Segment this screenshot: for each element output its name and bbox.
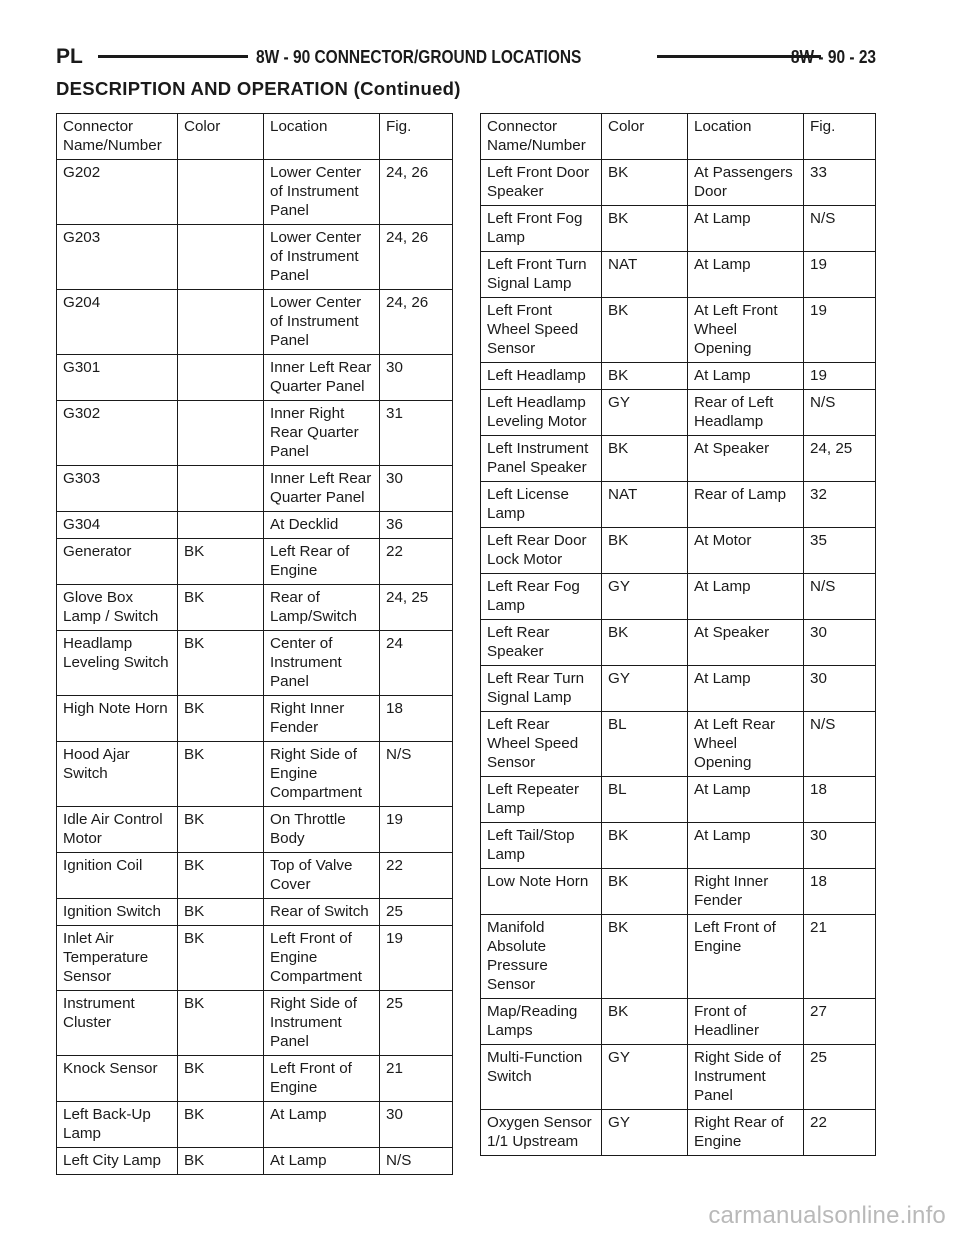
connector-name-cell: Left Tail/Stop Lamp (481, 823, 602, 869)
section-code: PL (56, 45, 83, 68)
color-cell: BK (178, 926, 264, 991)
fig-cell: 32 (804, 482, 876, 528)
connector-name-cell: Inlet Air Temperature Sensor (57, 926, 178, 991)
connector-name-cell: Map/Reading Lamps (481, 999, 602, 1045)
connector-name-cell: Multi-Function Switch (481, 1045, 602, 1110)
connector-name-cell: Left Repeater Lamp (481, 777, 602, 823)
table-row (481, 363, 876, 390)
location-cell: Left Front of Engine (264, 1056, 380, 1102)
column-header: Location (264, 114, 380, 160)
table-row (481, 528, 876, 574)
column-header: Location (688, 114, 804, 160)
table-row (57, 355, 453, 401)
connector-name-cell: Left Rear Speaker (481, 620, 602, 666)
table-row (481, 436, 876, 482)
location-cell: At Decklid (264, 512, 380, 539)
connector-name-cell: G204 (57, 290, 178, 355)
table-row (57, 1148, 453, 1175)
table-row (481, 252, 876, 298)
table-row (481, 482, 876, 528)
column-header: Fig. (804, 114, 876, 160)
location-cell: Left Front of Engine Compartment (264, 926, 380, 991)
connector-name-cell: Generator (57, 539, 178, 585)
fig-cell: 30 (804, 666, 876, 712)
connector-table-left (56, 113, 453, 1175)
color-cell: BK (602, 915, 688, 999)
fig-cell: 19 (380, 807, 453, 853)
section-title: DESCRIPTION AND OPERATION (Continued) (56, 78, 461, 99)
table-row (57, 585, 453, 631)
table-row (57, 225, 453, 290)
fig-cell: 33 (804, 160, 876, 206)
color-cell: GY (602, 1110, 688, 1156)
connector-name-cell: Oxygen Sensor 1/1 Upstream (481, 1110, 602, 1156)
fig-cell: N/S (804, 574, 876, 620)
table-row (57, 539, 453, 585)
table-row (57, 1102, 453, 1148)
fig-cell: 19 (804, 252, 876, 298)
table-row (57, 807, 453, 853)
fig-cell: 30 (380, 1102, 453, 1148)
color-cell: GY (602, 574, 688, 620)
table-row (57, 401, 453, 466)
connector-name-cell: Manifold Absolute Pressure Sensor (481, 915, 602, 999)
connector-name-cell: Left Headlamp Leveling Motor (481, 390, 602, 436)
table-row (57, 926, 453, 991)
table-row (481, 712, 876, 777)
location-cell: At Lamp (688, 574, 804, 620)
table-row (57, 1056, 453, 1102)
connector-name-cell: Hood Ajar Switch (57, 742, 178, 807)
location-cell: Lower Center of Instrument Panel (264, 225, 380, 290)
color-cell: BK (178, 696, 264, 742)
connector-name-cell: Low Note Horn (481, 869, 602, 915)
color-cell: BK (178, 807, 264, 853)
fig-cell: 25 (380, 899, 453, 926)
connector-name-cell: Left Rear Turn Signal Lamp (481, 666, 602, 712)
table-row (57, 696, 453, 742)
location-cell: Front of Headliner (688, 999, 804, 1045)
connector-name-cell: Ignition Coil (57, 853, 178, 899)
color-cell: BK (602, 823, 688, 869)
fig-cell: 19 (804, 363, 876, 390)
table-row (481, 1045, 876, 1110)
location-cell: At Lamp (688, 777, 804, 823)
color-cell (178, 160, 264, 225)
location-cell: Center of Instrument Panel (264, 631, 380, 696)
fig-cell: 25 (804, 1045, 876, 1110)
location-cell: Right Side of Instrument Panel (688, 1045, 804, 1110)
connector-name-cell: G303 (57, 466, 178, 512)
color-cell: BK (178, 585, 264, 631)
table-row (481, 999, 876, 1045)
column-header: Connector Name/Number (481, 114, 602, 160)
location-cell: At Lamp (688, 363, 804, 390)
column-header: Connector Name/Number (57, 114, 178, 160)
fig-cell: 24, 26 (380, 160, 453, 225)
location-cell: At Lamp (264, 1148, 380, 1175)
table-row (481, 666, 876, 712)
fig-cell: 30 (804, 620, 876, 666)
connector-name-cell: Headlamp Leveling Switch (57, 631, 178, 696)
table-row (57, 466, 453, 512)
color-cell: GY (602, 666, 688, 712)
header-rule-left (98, 55, 248, 58)
column-header: Color (602, 114, 688, 160)
color-cell: BK (602, 206, 688, 252)
fig-cell: 27 (804, 999, 876, 1045)
location-cell: Rear of Switch (264, 899, 380, 926)
connector-name-cell: Left Back-Up Lamp (57, 1102, 178, 1148)
connector-name-cell: Glove Box Lamp / Switch (57, 585, 178, 631)
color-cell: BK (602, 869, 688, 915)
fig-cell: 36 (380, 512, 453, 539)
page-header (56, 44, 876, 74)
connector-name-cell: G202 (57, 160, 178, 225)
connector-name-cell: G304 (57, 512, 178, 539)
watermark: carmanualsonline.info (708, 1202, 946, 1229)
connector-name-cell: Left Front Fog Lamp (481, 206, 602, 252)
connector-name-cell: G301 (57, 355, 178, 401)
connector-name-cell: G302 (57, 401, 178, 466)
fig-cell: N/S (804, 390, 876, 436)
fig-cell: 25 (380, 991, 453, 1056)
color-cell: BK (602, 160, 688, 206)
location-cell: Left Rear of Engine (264, 539, 380, 585)
color-cell: BK (178, 899, 264, 926)
table-row (57, 853, 453, 899)
color-cell: GY (602, 1045, 688, 1110)
color-cell: BK (602, 999, 688, 1045)
color-cell: NAT (602, 482, 688, 528)
color-cell: BK (602, 436, 688, 482)
color-cell (178, 401, 264, 466)
fig-cell: 19 (380, 926, 453, 991)
fig-cell: 24, 26 (380, 290, 453, 355)
location-cell: Left Front of Engine (688, 915, 804, 999)
table-row (481, 298, 876, 363)
location-cell: Right Side of Engine Compartment (264, 742, 380, 807)
column-header: Color (178, 114, 264, 160)
location-cell: Lower Center of Instrument Panel (264, 290, 380, 355)
location-cell: Rear of Lamp/Switch (264, 585, 380, 631)
fig-cell: 24, 25 (380, 585, 453, 631)
fig-cell: 24 (380, 631, 453, 696)
color-cell: BK (602, 363, 688, 390)
table-row (57, 631, 453, 696)
location-cell: Right Side of Instrument Panel (264, 991, 380, 1056)
color-cell (178, 466, 264, 512)
connector-name-cell: Left Front Wheel Speed Sensor (481, 298, 602, 363)
color-cell: BL (602, 712, 688, 777)
location-cell: Top of Valve Cover (264, 853, 380, 899)
location-cell: At Lamp (688, 252, 804, 298)
color-cell: BK (178, 1102, 264, 1148)
color-cell: BK (178, 631, 264, 696)
color-cell: BK (178, 1148, 264, 1175)
connector-name-cell: Left Instrument Panel Speaker (481, 436, 602, 482)
location-cell: Inner Left Rear Quarter Panel (264, 355, 380, 401)
table-row (57, 742, 453, 807)
table-row (481, 574, 876, 620)
connector-name-cell: G203 (57, 225, 178, 290)
color-cell: BK (178, 742, 264, 807)
fig-cell: N/S (804, 712, 876, 777)
table-row (481, 915, 876, 999)
location-cell: Lower Center of Instrument Panel (264, 160, 380, 225)
column-header: Fig. (380, 114, 453, 160)
connector-name-cell: Left Rear Fog Lamp (481, 574, 602, 620)
table-row (57, 991, 453, 1056)
table-row (481, 869, 876, 915)
location-cell: At Left Front Wheel Opening (688, 298, 804, 363)
page-title: 8W - 90 CONNECTOR/GROUND LOCATIONS (256, 47, 582, 67)
location-cell: At Passengers Door (688, 160, 804, 206)
color-cell (178, 512, 264, 539)
table-row (57, 160, 453, 225)
location-cell: At Left Rear Wheel Opening (688, 712, 804, 777)
connector-name-cell: Left Front Door Speaker (481, 160, 602, 206)
fig-cell: 19 (804, 298, 876, 363)
color-cell: BK (602, 528, 688, 574)
fig-cell: 31 (380, 401, 453, 466)
color-cell: BK (178, 991, 264, 1056)
table-header-row (57, 114, 453, 160)
connector-name-cell: Instrument Cluster (57, 991, 178, 1056)
table-row (57, 899, 453, 926)
color-cell: BK (602, 298, 688, 363)
color-cell (178, 355, 264, 401)
location-cell: At Speaker (688, 436, 804, 482)
fig-cell: 24, 26 (380, 225, 453, 290)
location-cell: At Lamp (264, 1102, 380, 1148)
location-cell: Right Inner Fender (264, 696, 380, 742)
fig-cell: N/S (804, 206, 876, 252)
connector-name-cell: Idle Air Control Motor (57, 807, 178, 853)
color-cell: BK (178, 539, 264, 585)
location-cell: At Lamp (688, 206, 804, 252)
location-cell: Right Inner Fender (688, 869, 804, 915)
page-number: 8W - 90 - 23 (790, 47, 876, 67)
fig-cell: 35 (804, 528, 876, 574)
fig-cell: 24, 25 (804, 436, 876, 482)
table-row (481, 390, 876, 436)
fig-cell: 21 (380, 1056, 453, 1102)
table-row (481, 620, 876, 666)
table-row (481, 777, 876, 823)
table-row (57, 290, 453, 355)
table-row (481, 160, 876, 206)
fig-cell: 22 (380, 539, 453, 585)
fig-cell: 30 (380, 355, 453, 401)
table-header-row (481, 114, 876, 160)
fig-cell: N/S (380, 742, 453, 807)
location-cell: At Motor (688, 528, 804, 574)
color-cell: BK (178, 1056, 264, 1102)
location-cell: On Throttle Body (264, 807, 380, 853)
table-row (481, 206, 876, 252)
color-cell: BL (602, 777, 688, 823)
location-cell: At Lamp (688, 823, 804, 869)
connector-name-cell: Left Headlamp (481, 363, 602, 390)
fig-cell: 30 (804, 823, 876, 869)
table-row (481, 1110, 876, 1156)
fig-cell: 18 (804, 869, 876, 915)
fig-cell: 21 (804, 915, 876, 999)
location-cell: Right Rear of Engine (688, 1110, 804, 1156)
fig-cell: 22 (804, 1110, 876, 1156)
connector-name-cell: Left City Lamp (57, 1148, 178, 1175)
fig-cell: 30 (380, 466, 453, 512)
connector-name-cell: Knock Sensor (57, 1056, 178, 1102)
color-cell: GY (602, 390, 688, 436)
connector-table-right (480, 113, 876, 1156)
table-row (57, 512, 453, 539)
connector-name-cell: Left License Lamp (481, 482, 602, 528)
fig-cell: 18 (380, 696, 453, 742)
fig-cell: 18 (804, 777, 876, 823)
location-cell: Rear of Lamp (688, 482, 804, 528)
connector-name-cell: Ignition Switch (57, 899, 178, 926)
table-row (481, 823, 876, 869)
color-cell: BK (602, 620, 688, 666)
color-cell (178, 225, 264, 290)
connector-name-cell: Left Rear Door Lock Motor (481, 528, 602, 574)
location-cell: Inner Left Rear Quarter Panel (264, 466, 380, 512)
location-cell: Inner Right Rear Quarter Panel (264, 401, 380, 466)
location-cell: At Speaker (688, 620, 804, 666)
color-cell: BK (178, 853, 264, 899)
fig-cell: N/S (380, 1148, 453, 1175)
connector-name-cell: Left Front Turn Signal Lamp (481, 252, 602, 298)
color-cell: NAT (602, 252, 688, 298)
location-cell: Rear of Left Headlamp (688, 390, 804, 436)
connector-name-cell: High Note Horn (57, 696, 178, 742)
connector-name-cell: Left Rear Wheel Speed Sensor (481, 712, 602, 777)
location-cell: At Lamp (688, 666, 804, 712)
fig-cell: 22 (380, 853, 453, 899)
color-cell (178, 290, 264, 355)
